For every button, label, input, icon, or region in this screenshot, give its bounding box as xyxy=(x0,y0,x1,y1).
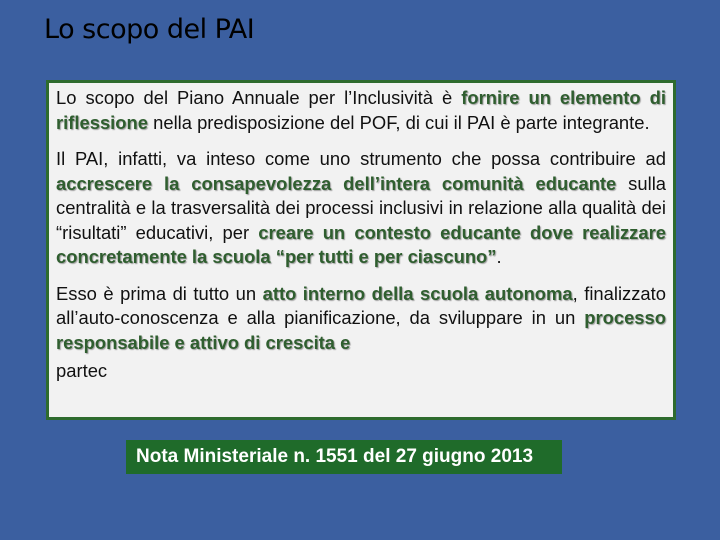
paragraph-nature-text-1: Esso è prima di tutto un xyxy=(56,282,263,304)
footer-reference-label: Nota Ministeriale n. 1551 del 27 giugno 2013 xyxy=(126,440,562,474)
paragraph-nature-highlight-2: processo responsabile e attivo di crescita e xyxy=(56,307,666,353)
paragraph-role xyxy=(56,147,666,270)
slide-title: Lo scopo del PAI xyxy=(44,14,255,45)
text-area xyxy=(56,86,666,384)
paragraph-nature-overflow: partec xyxy=(56,360,108,381)
paragraph-nature-highlight-1: atto interno della scuola autonoma xyxy=(262,282,573,304)
paragraph-nature xyxy=(56,282,666,356)
paragraph-role-text-1: Il PAI, infatti, va inteso come uno strumento che possa contribuire ad xyxy=(56,148,666,169)
paragraph-role-highlight-1: accrescere la consapevolezza dell’intera comunità educante xyxy=(56,172,617,194)
paragraph-nature-text-2: , finalizzato all’auto-conoscenza e alla pianificazione, da sviluppare in un xyxy=(56,282,667,328)
paragraph-purpose-text-2: nella predisposizione del POF, di cui il PAI è parte integrante. xyxy=(148,111,650,133)
paragraph-role-text-3: . xyxy=(496,246,502,267)
paragraph-role-highlight-2: creare un contesto educante dove realizzare concretamente la scuola “per tutti e per ciascuno” xyxy=(56,221,666,267)
paragraph-purpose-highlight: fornire un elemento di riflessione xyxy=(56,87,666,133)
paragraph-purpose-text-1: Lo scopo del Piano Annuale per l’Inclusività è xyxy=(56,87,462,108)
paragraph-purpose xyxy=(56,86,666,135)
paragraph-role-text-2: sulla centralità e la trasversalità dei processi inclusivi in relazione alla qualità dei “risultati” educativi, per xyxy=(56,172,667,243)
